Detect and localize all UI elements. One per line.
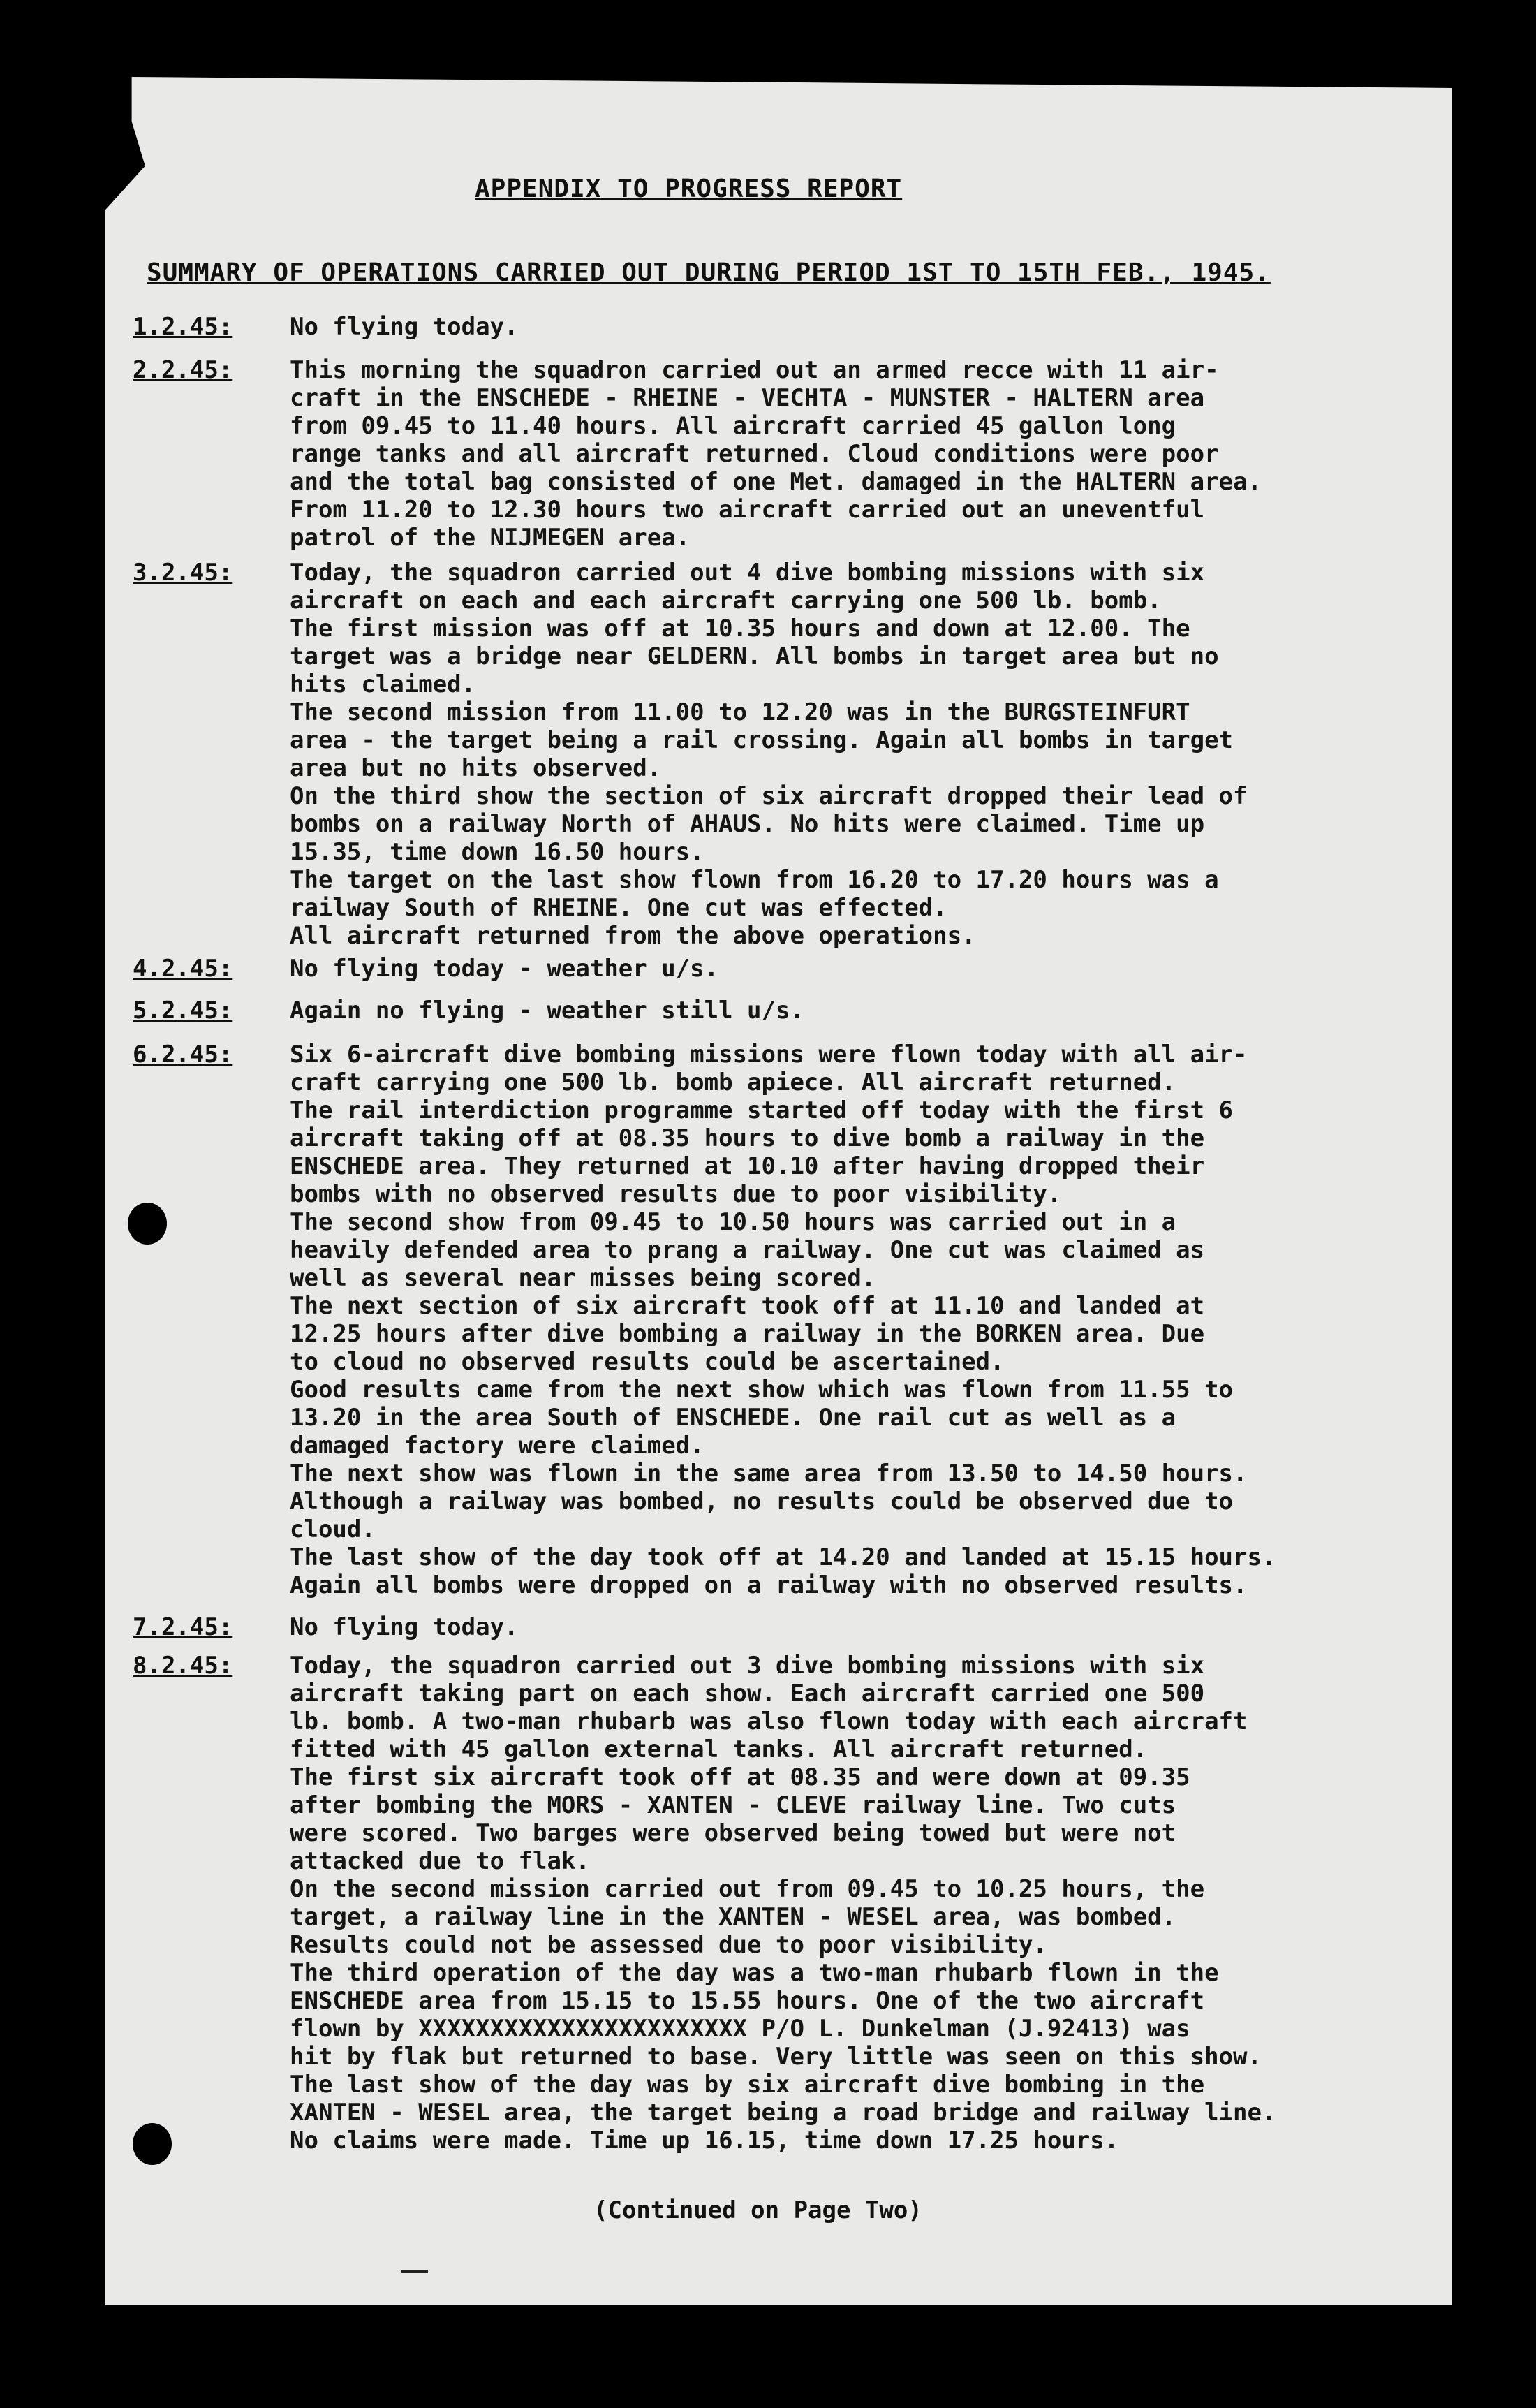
entry-text: Six 6-aircraft dive bombing missions were flown today with all air- craft carrying one 500 lb. bomb apiece. All aircraft returned. The rail interdiction programme started off today with the first 6 aircraft taking off at 08.35 hours to dive bomb a railway in the ENSCHEDE area. They returned at 10.10 after having dropped their bombs with no observed results due to poor visibility. The second show from 09.45 to 10.50 hours was carried out in a heavily defended area to prang a railway. One cut was claimed as well as several near misses being scored. The next section of six aircraft took off at 11.10 and landed at 12.25 hours after dive bombing a railway in the BORKEN area. Due to cloud no observed results could be ascertained. Good results came from the next show which was flown from 11.55 to 13.20 in the area South of ENSCHEDE. One rail cut as well as a damaged factory were claimed. The next show was flown in the same area from 13.50 to 14.50 hours. Although a railway was bombed, no results could be observed due to cloud. The last show of the day took off at 14.20 and landed at 15.15 hours. Again all bombs were dropped on a railway with no observed results.: [290, 1041, 1276, 1599]
entry-date: 3.2.45:: [133, 559, 233, 587]
summary-heading: SUMMARY OF OPERATIONS CARRIED OUT DURING PERIOD 1ST TO 15TH FEB., 1945.: [147, 258, 1271, 287]
punch-hole: [128, 1203, 167, 1245]
punch-hole: [133, 2123, 172, 2165]
entry-text: Today, the squadron carried out 4 dive bombing missions with six aircraft on each and each aircraft carrying one 500 lb. bomb. The first mission was off at 10.35 hours and down at 12.00. The target was a bridge near GELDERN. All bombs in target area but no hits claimed. The second mission from 11.00 to 12.20 was in the BURGSTEINFURT area - the target being a rail crossing. Again all bombs in target area but no hits observed. On the third show the section of six aircraft dropped their lead of bombs on a railway North of AHAUS. No hits were claimed. Time up 15.35, time down 16.50 hours. The target on the last show flown from 16.20 to 17.20 hours was a railway South of RHEINE. One cut was effected. All aircraft returned from the above operations.: [290, 559, 1248, 950]
entry-date: 8.2.45:: [133, 1652, 233, 1680]
entry-text: Again no flying - weather still u/s.: [290, 997, 804, 1025]
entry-date: 1.2.45:: [133, 313, 233, 341]
entry-date: 5.2.45:: [133, 997, 233, 1025]
entry-text: No flying today.: [290, 1613, 519, 1641]
entry-text: Today, the squadron carried out 3 dive bombing missions with six aircraft taking part on each show. Each aircraft carried one 500 lb. bomb. A two-man rhubarb was also flown today with each aircraft fitted with 45 gallon external tanks. All aircraft returned. The first six aircraft took off at 08.35 and were down at 09.35 after bombing the MORS - XANTEN - CLEVE railway line. Two cuts were scored. Two barges were observed being towed but were not attacked due to flak. On the second mission carried out from 09.45 to 10.25 hours, the target, a railway line in the XANTEN - WESEL area, was bombed. Results could not be assessed due to poor visibility. The third operation of the day was a two-man rhubarb flown in the ENSCHEDE area from 15.15 to 15.55 hours. One of the two aircraft flown by XXXXXXXXXXXXXXXXXXXXXXX P/O L. Dunkelman (J.92413) was hit by flak but returned to base. Very little was seen on this show. The last show of the day was by six aircraft dive bombing in the XANTEN - WESEL area, the target being a road bridge and railway line. No claims were made. Time up 16.15, time down 17.25 hours.: [290, 1652, 1276, 2154]
entry-text: No flying today - weather u/s.: [290, 955, 719, 983]
pencil-mark: [401, 2270, 428, 2273]
entry-text: This morning the squadron carried out an armed recce with 11 air- craft in the ENSCHEDE - RHEINE - VECHTA - MUNSTER - HALTERN area from 09.45 to 11.40 hours. All aircraft carried 45 gallon long range tanks and all aircraft returned. Cloud conditions were poor and the total bag consisted of one Met. damaged in the HALTERN area. From 11.20 to 12.30 hours two aircraft carried out an uneventful patrol of the NIJMEGEN area.: [290, 356, 1262, 552]
entry-date: 2.2.45:: [133, 356, 233, 384]
entry-text: No flying today.: [290, 313, 519, 341]
entry-date: 4.2.45:: [133, 955, 233, 983]
continued-note: (Continued on Page Two): [593, 2196, 922, 2224]
entry-date: 7.2.45:: [133, 1613, 233, 1641]
entry-date: 6.2.45:: [133, 1041, 233, 1069]
document-title: APPENDIX TO PROGRESS REPORT: [475, 175, 903, 203]
